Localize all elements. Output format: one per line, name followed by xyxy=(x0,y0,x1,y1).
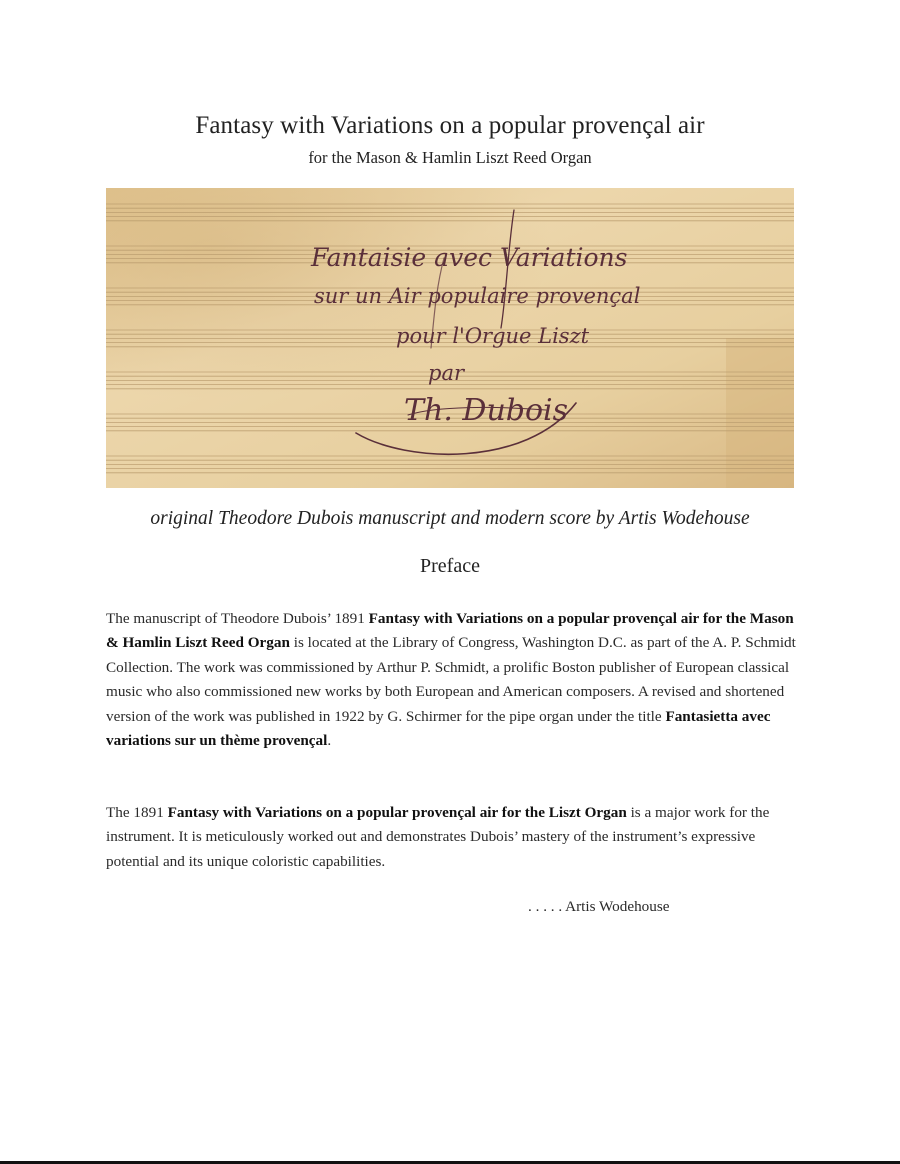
text-span: is located at the Library of Congress, Washington D.C. as part of the A. P. Schmidt Collection. The work was commissioned by Arthur P. Schmidt, a prolific Boston publisher of European classical music who also commissioned new works by both European and American composers. A revised and shortened version of the work was published in 1922 by G. Schirmer for the pipe organ under the title xyxy=(106,634,796,725)
preface-paragraph-1 xyxy=(106,607,796,753)
manuscript-caption: original Theodore Dubois manuscript and modern score by Artis Wodehouse xyxy=(150,508,750,529)
manuscript-line-4: par xyxy=(428,361,465,385)
manuscript-line-5: Th. Dubois xyxy=(404,393,569,428)
manuscript-line-1: Fantaisie avec Variations xyxy=(311,243,628,272)
manuscript-line-3: pour l'Orgue Liszt xyxy=(396,324,590,348)
text-span: The manuscript of Theodore Dubois’ 1891 xyxy=(106,610,369,627)
manuscript-image xyxy=(106,188,794,488)
page-subtitle: for the Mason & Hamlin Liszt Reed Organ xyxy=(308,148,592,167)
bold-title: Fantasy with Variations on a popular provençal air for the Liszt Organ xyxy=(167,804,627,821)
manuscript-line-2: sur un Air populaire provençal xyxy=(314,284,641,308)
preface-paragraph-2 xyxy=(106,801,796,874)
text-span: is a major work for the instrument. It is meticulously worked out and demonstrates Dubois’ mastery of the instrument’s expressive potential and its unique coloristic capabilities. xyxy=(106,804,770,870)
preface-signature: . . . . . Artis Wodehouse xyxy=(528,898,670,915)
preface-heading: Preface xyxy=(420,555,480,577)
text-span: . xyxy=(327,732,332,750)
bold-title: Fantasy with Variations on a popular provençal air for the Mason & Hamlin Liszt Reed Organ xyxy=(106,610,794,652)
bold-title: Fantasietta avec variations sur un thème provençal xyxy=(106,707,771,750)
page-title: Fantasy with Variations on a popular provençal air xyxy=(195,112,705,139)
text-span: The 1891 xyxy=(106,804,168,821)
